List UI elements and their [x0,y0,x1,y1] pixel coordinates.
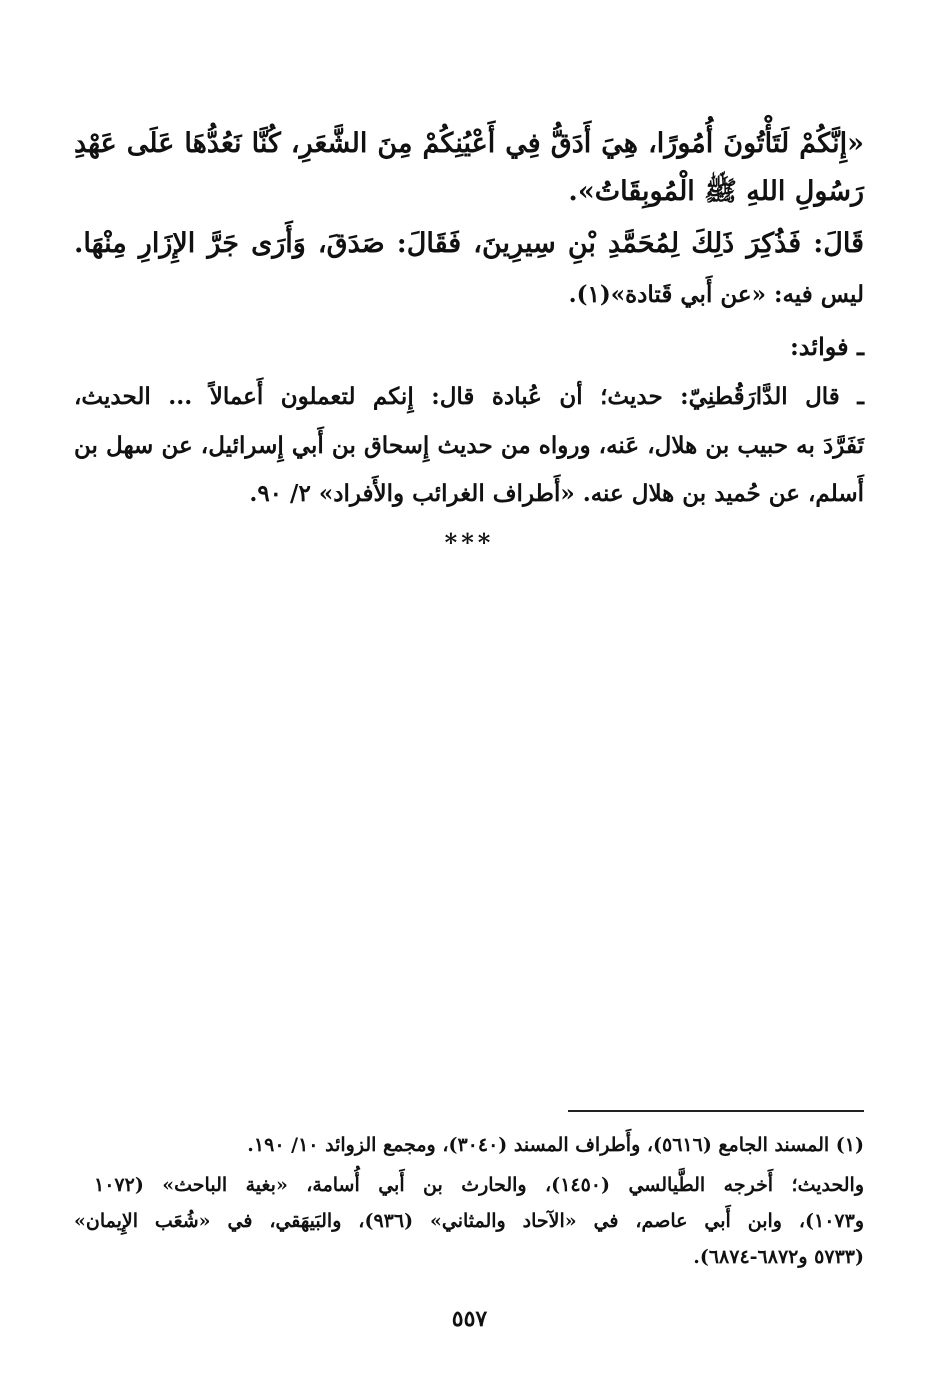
footnote-line-1: (١) المسند الجامع (٥٦١٦)، وأَطراف المسند (٣٠٤٠)، ومجمع الزوائد ١٠/ ١٩٠. [247,1134,864,1156]
section-separator: *** [444,528,495,557]
hadith-line-2: رَسُولِ اللهِ ﷺ الْمُوبِقَاتُ». [568,176,864,207]
hadith-line-1: «إِنَّكُمْ لَتَأْتُونَ أُمُورًا، هِيَ أَدَقُّ فِي أَعْيُنِكُمْ مِنَ الشَّعَرِ، كُنَّا نَعُدُّهَا عَلَى عَهْدِ [74,128,864,159]
footnote-line-4: (٥٧٣٣ و٦٨٧٢-٦٨٧٤). [693,1246,864,1268]
footnote-line-2: والحديث؛ أَخرجه الطَّيالسي (١٤٥٠)، والحارث بن أَبي أُسامة، «بغية الباحث» (١٠٧٢ [94,1174,864,1196]
footnote-rule [568,1110,864,1112]
benefit-line-3: أَسلم، عن حُميد بن هلال عنه. «أَطراف الغرائب والأَفراد» ٢/ ٩٠. [249,480,864,507]
footnote-line-3: و١٠٧٣)، وابن أَبي عاصم، في «الآحاد والمثاني» (٩٣٦)، والبَيهَقي، في «شُعَب الإِيمان» [74,1210,864,1232]
page-number: ٥٥٧ [451,1306,488,1332]
benefit-line-2: تَفَرَّدَ به حبيب بن هلال، عَنه، ورواه من حديث إِسحاق بن أَبي إِسرائيل، عن سهل بن [74,432,864,459]
benefit-line-1: ـ قال الدَّارَقُطنِيّ: حديث؛ أن عُبادة قال: إِنكم لتعملون أَعمالاً ... الحديث، [74,383,864,410]
narration-line: قَالَ: فَذُكِرَ ذَلِكَ لِمُحَمَّدِ بْنِ سِيرِينَ، فَقَالَ: صَدَقَ، وَأَرَى جَرَّ الإِزَارِ مِنْهَا. [74,228,864,259]
note-line: ليس فيه: «عن أَبي قَتادة»(١). [568,281,864,308]
benefits-heading: ـ فوائد: [789,332,864,361]
